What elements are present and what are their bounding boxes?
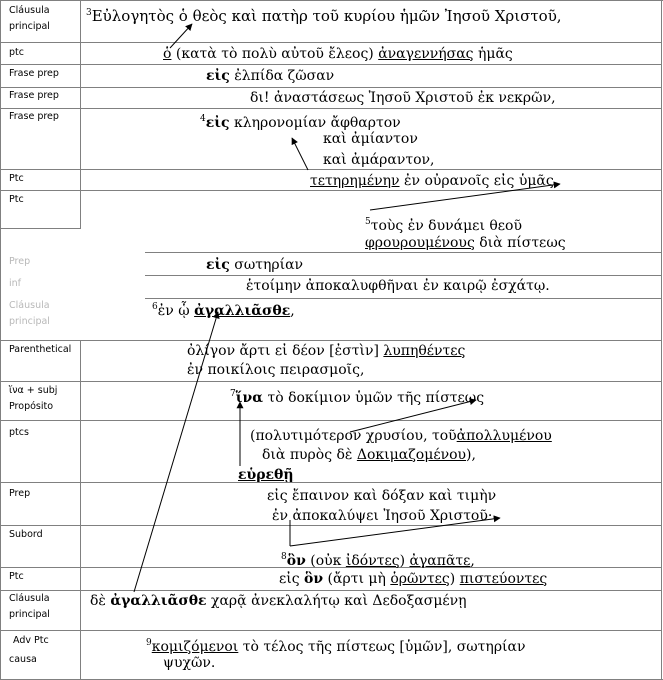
- label-ptc: Ptc: [9, 571, 24, 582]
- participle: λυπηθέντες: [383, 343, 466, 359]
- participle: ἰδόντες: [345, 553, 400, 569]
- preposition: εἰς: [206, 68, 230, 84]
- participle: φρουρουμένους: [365, 235, 475, 251]
- arrow-line: [350, 400, 476, 432]
- greek-text: ψυχῶν.: [163, 655, 216, 671]
- verse-number: 3: [86, 8, 92, 18]
- label-inf-faded: inf: [9, 278, 22, 289]
- verse-number: 8: [281, 552, 287, 562]
- greek-text: (πολυτιμότερον χρυσίου, τοῦ: [250, 428, 457, 444]
- greek-text: ἑτοίμην ἀποκαλυφθῆναι ἐν καιρῷ ἐσχάτῳ.: [246, 278, 550, 294]
- label-hina-subj: ἵνα + subj: [9, 385, 58, 396]
- label-clausula-principal: Cláusula principal: [9, 5, 50, 32]
- preposition: εἰς: [206, 257, 230, 273]
- arrow-line: [370, 184, 560, 210]
- verse-number: 7: [230, 389, 236, 399]
- participle: πιστεύοντες: [459, 571, 548, 587]
- label-ptc: ptc: [9, 47, 24, 58]
- label-frase-prep: Frase prep: [9, 111, 59, 122]
- greek-text: διὰ πυρὸς δὲ: [262, 447, 357, 463]
- main-verb-underline: εὑρεθῇ: [238, 467, 294, 483]
- greek-text: ἐν ᾧ: [157, 303, 195, 319]
- arrow-line: [290, 518, 500, 546]
- label-adv-ptc: Adv Ptc: [13, 635, 49, 646]
- greek-text: (ἄρτι μὴ: [323, 571, 391, 587]
- greek-text: τὸ τέλος τῆς πίστεως [ὑμῶν], σωτηρίαν: [238, 639, 526, 655]
- participle: κομιζόμενοι: [151, 639, 239, 655]
- relative-pronoun: ὁ: [163, 46, 172, 62]
- participle: τετηρημένην: [310, 173, 400, 189]
- greek-text: καὶ ἀμάραντον,: [323, 152, 435, 168]
- verse-number: 4: [200, 114, 206, 124]
- greek-text: δὲ: [90, 593, 111, 609]
- greek-text: ): [449, 571, 460, 587]
- greek-text: κληρονομίαν ἄφθαρτον: [229, 115, 401, 131]
- greek-text: ,: [470, 553, 475, 569]
- arrow-line: [134, 312, 218, 592]
- main-verb-underline: ἀγαλλιᾶσθε: [194, 303, 291, 319]
- verse-number: 9: [146, 638, 152, 648]
- verse-number: 5: [365, 217, 371, 227]
- greek-text: σωτηρίαν: [229, 257, 304, 273]
- greek-text: ἐλπίδα ζῶσαν: [229, 68, 335, 84]
- greek-text: ),: [466, 447, 476, 463]
- participle: Δοκιμαζομένου: [356, 447, 467, 463]
- greek-text: ): [399, 553, 410, 569]
- label-frase-prep: Frase prep: [9, 90, 59, 101]
- label-parenthetical: Parenthetical: [9, 344, 72, 355]
- arrow-line: [170, 24, 192, 48]
- greek-text: Εὐλογητὸς ὁ θεὸς καὶ πατὴρ τοῦ κυρίου ἡμῶν Ἰησοῦ Χριστοῦ,: [91, 7, 562, 25]
- preposition: εἰς: [205, 115, 230, 131]
- greek-text: καὶ ἀμίαντον: [323, 131, 418, 147]
- label-prep-faded: Prep: [9, 256, 31, 267]
- label-proposito: Propósito: [9, 401, 54, 412]
- participle: ὁρῶντες: [390, 571, 450, 587]
- greek-text: εἰς: [279, 571, 305, 587]
- participle: ἀπολλυμένου: [456, 428, 552, 444]
- greek-text: (οὐκ: [305, 553, 346, 569]
- relative-pronoun: ὃν: [286, 553, 306, 569]
- greek-text: διὰ πίστεως: [474, 235, 566, 251]
- greek-text: ἐν ποικίλοις πειρασμοῖς,: [187, 362, 365, 378]
- label-frase-prep: Frase prep: [9, 68, 59, 79]
- greek-text: ,: [290, 303, 295, 319]
- greek-text: ἡμᾶς: [473, 46, 513, 62]
- conjunction: ἵνα: [235, 390, 263, 406]
- relative-pronoun: ὃν: [304, 571, 324, 587]
- verb: ἀγαπᾶτε: [409, 553, 471, 569]
- greek-text: τοὺς ἐν δυνάμει θεοῦ: [370, 218, 522, 234]
- label-prep: Prep: [9, 488, 31, 499]
- greek-text: (κατὰ τὸ πολὺ αὐτοῦ ἔλεος): [171, 46, 379, 62]
- label-causa: causa: [9, 654, 37, 665]
- label-ptc: Ptc: [9, 173, 24, 184]
- arrow-line: [292, 138, 308, 170]
- label-clausula-principal-faded: Cláusula principal: [9, 300, 50, 327]
- main-verb: ἀγαλλιᾶσθε: [110, 593, 207, 609]
- greek-text: τὸ δοκίμιον ὑμῶν τῆς πίστεως: [263, 390, 485, 406]
- greek-text: χαρᾷ ἀνεκλαλήτῳ καὶ Δεδοξασμένῃ: [206, 593, 467, 609]
- verse-number: 6: [152, 302, 158, 312]
- greek-text: ὀλίγον ἄρτι εἰ δέον [ἐστὶν]: [187, 343, 384, 359]
- greek-text: ἐν ἀποκαλύψει Ἰησοῦ Χριστοῦ·: [272, 508, 493, 524]
- label-ptc: Ptc: [9, 194, 24, 205]
- label-ptcs: ptcs: [9, 427, 29, 438]
- greek-text: ἐν οὐρανοῖς εἰς ὑμᾶς: [399, 173, 554, 189]
- participle: ἀναγεννήσας: [378, 46, 474, 62]
- label-subord: Subord: [9, 529, 43, 540]
- greek-text: εἰς ἔπαινον καὶ δόξαν καὶ τιμὴν: [267, 488, 497, 504]
- label-clausula-principal: Cláusula principal: [9, 593, 50, 620]
- greek-text: δι! ἀναστάσεως Ἰησοῦ Χριστοῦ ἐκ νεκρῶν,: [250, 90, 556, 106]
